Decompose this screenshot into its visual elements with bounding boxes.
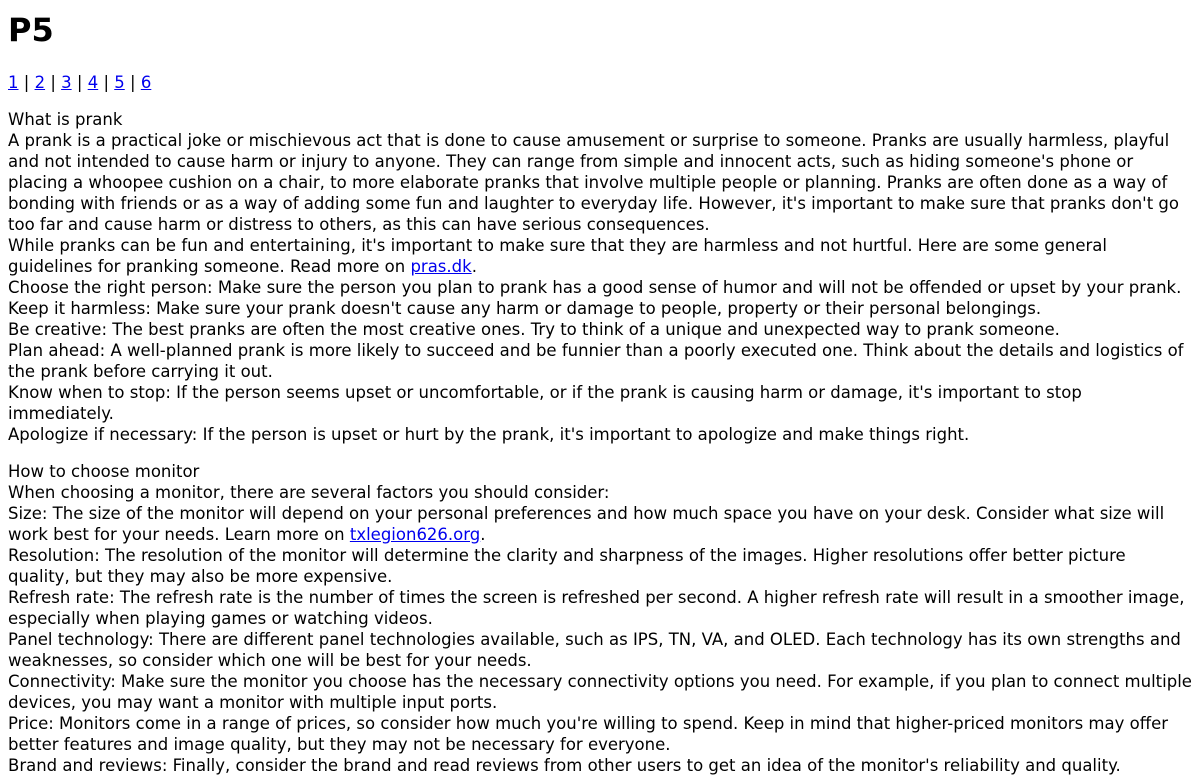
section-heading: What is prank xyxy=(8,110,123,129)
txlegion-link[interactable]: txlegion626.org xyxy=(349,525,481,544)
list-item: Apologize if necessary: If the person is upset or hurt by the prank, it's important to apologize and make things right. xyxy=(8,425,970,444)
paragraph-text: . xyxy=(480,525,486,544)
list-item: Resolution: The resolution of the monitor will determine the clarity and sharpness of the images. Higher resolutions offer better picture quality, but they may also be more expensive. xyxy=(8,546,1126,586)
page-title: P5 xyxy=(8,11,54,49)
list-item: Know when to stop: If the person seems upset or uncomfortable, or if the prank is causing harm or damage, it's important to stop immediately. xyxy=(8,383,1082,423)
pager-separator: | xyxy=(130,73,136,92)
pagination xyxy=(8,72,1192,93)
paragraph xyxy=(8,235,1192,277)
list-item: Brand and reviews: Finally, consider the brand and read reviews from other users to get an idea of the monitor's reliability and quality. xyxy=(8,756,1121,775)
page-link-1[interactable]: 1 xyxy=(8,73,19,92)
list-item: Plan ahead: A well-planned prank is more likely to succeed and be funnier than a poorly executed one. Think about the details and logistics of the prank before carrying it out. xyxy=(8,341,1184,381)
pras-link[interactable]: pras.dk xyxy=(410,257,472,276)
list-item xyxy=(8,503,1192,545)
pager-separator: | xyxy=(50,73,56,92)
list-item: Connectivity: Make sure the monitor you choose has the necessary connectivity options you need. For example, if you plan to connect multiple devices, you may want a monitor with multiple input ports. xyxy=(8,672,1192,712)
paragraph: A prank is a practical joke or mischievous act that is done to cause amusement or surprise to someone. Pranks are usually harmless, playful and not intended to cause harm or injury to anyone. They can range from simple and innocent acts, such as hiding someone's phone or placing a whoopee cushion on a chair, to more elaborate pranks that involve multiple people or planning. Pranks are often done as a way of bonding with friends or as a way of adding some fun and laughter to everyday life. However, it's important to make sure that pranks don't go too far and cause harm or distress to others, as this can have serious consequences. xyxy=(8,131,1179,234)
page-link-2[interactable]: 2 xyxy=(34,73,46,92)
pager-separator: | xyxy=(23,73,30,92)
paragraph-text: . xyxy=(471,257,477,276)
pager-separator: | xyxy=(103,73,109,92)
page-link-5[interactable]: 5 xyxy=(114,73,125,92)
page-link-6[interactable]: 6 xyxy=(140,73,152,92)
list-item: Refresh rate: The refresh rate is the number of times the screen is refreshed per second. A higher refresh rate will result in a smoother image, especially when playing games or watching videos. xyxy=(8,588,1185,628)
section-heading: How to choose monitor xyxy=(8,462,200,481)
pager-separator: | xyxy=(76,73,83,92)
paragraph: When choosing a monitor, there are several factors you should consider: xyxy=(8,483,610,502)
paragraph-text: While pranks can be fun and entertaining, it's important to make sure that they are harmless and not hurtful. Here are some general guidelines for pranking someone. Read more on xyxy=(8,236,1107,276)
list-item: Be creative: The best pranks are often the most creative ones. Try to think of a unique and unexpected way to prank someone. xyxy=(8,320,1060,339)
list-item: Panel technology: There are different panel technologies available, such as IPS, TN, VA, and OLED. Each technology has its own strengths and weaknesses, so consider which one will be best for your needs. xyxy=(8,630,1181,670)
section-monitor xyxy=(8,461,1192,776)
list-item: Price: Monitors come in a range of prices, so consider how much you're willing to spend. Keep in mind that higher-priced monitors may offer better features and image quality, but they may not be necessary for everyone. xyxy=(8,714,1169,754)
page-link-4[interactable]: 4 xyxy=(87,73,99,92)
list-item: Keep it harmless: Make sure your prank doesn't cause any harm or damage to people, property or their personal belongings. xyxy=(8,299,1042,318)
page xyxy=(0,11,1200,776)
paragraph-text: Size: The size of the monitor will depend on your personal preferences and how much space you have on your desk. Consider what size will work best for your needs. Learn more on xyxy=(8,504,1165,544)
section-prank xyxy=(8,109,1192,445)
page-link-3[interactable]: 3 xyxy=(61,73,72,92)
list-item: Choose the right person: Make sure the person you plan to prank has a good sense of humor and will not be offended or upset by your prank. xyxy=(8,278,1182,297)
